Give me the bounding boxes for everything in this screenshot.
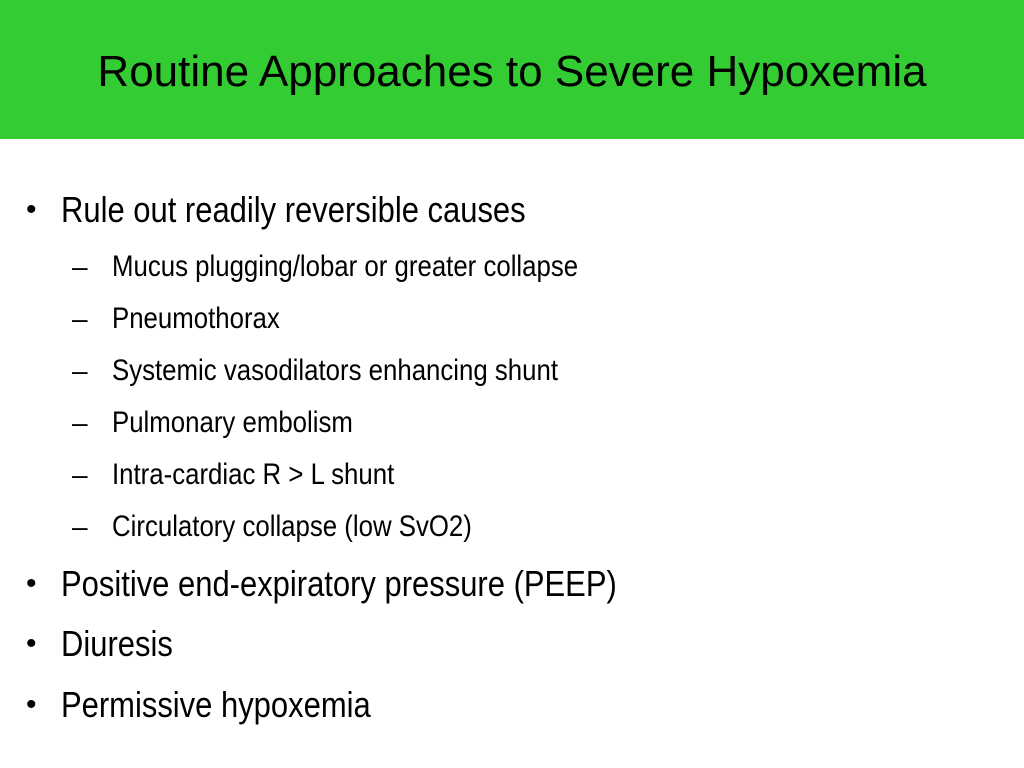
dash-glyph: – xyxy=(72,407,88,438)
bullet-glyph: • xyxy=(26,688,37,721)
subitem-1: Mucus plugging/lobar or greater collapse xyxy=(112,250,579,283)
dash-glyph: – xyxy=(72,251,88,282)
bullet-item-4: Permissive hypoxemia xyxy=(61,684,371,725)
dash-glyph: – xyxy=(72,459,88,490)
slide-title: Routine Approaches to Severe Hypoxemia xyxy=(97,47,927,96)
subitem-5: Intra-cardiac R > L shunt xyxy=(112,458,395,491)
subitem-6: Circulatory collapse (low SvO2) xyxy=(112,510,472,543)
subitem-4: Pulmonary embolism xyxy=(112,406,353,439)
subitem-2: Pneumothorax xyxy=(112,302,280,335)
bullet-glyph: • xyxy=(26,627,37,660)
dash-glyph: – xyxy=(72,511,88,542)
bullet-item-1: Rule out readily reversible causes xyxy=(61,189,526,230)
dash-glyph: – xyxy=(72,355,88,386)
bullet-item-3: Diuresis xyxy=(61,623,173,664)
bullet-glyph: • xyxy=(26,567,37,600)
bullet-item-2: Positive end-expiratory pressure (PEEP) xyxy=(61,563,617,604)
subitem-3: Systemic vasodilators enhancing shunt xyxy=(112,354,559,387)
dash-glyph: – xyxy=(72,303,88,334)
bullet-glyph: • xyxy=(26,193,37,226)
